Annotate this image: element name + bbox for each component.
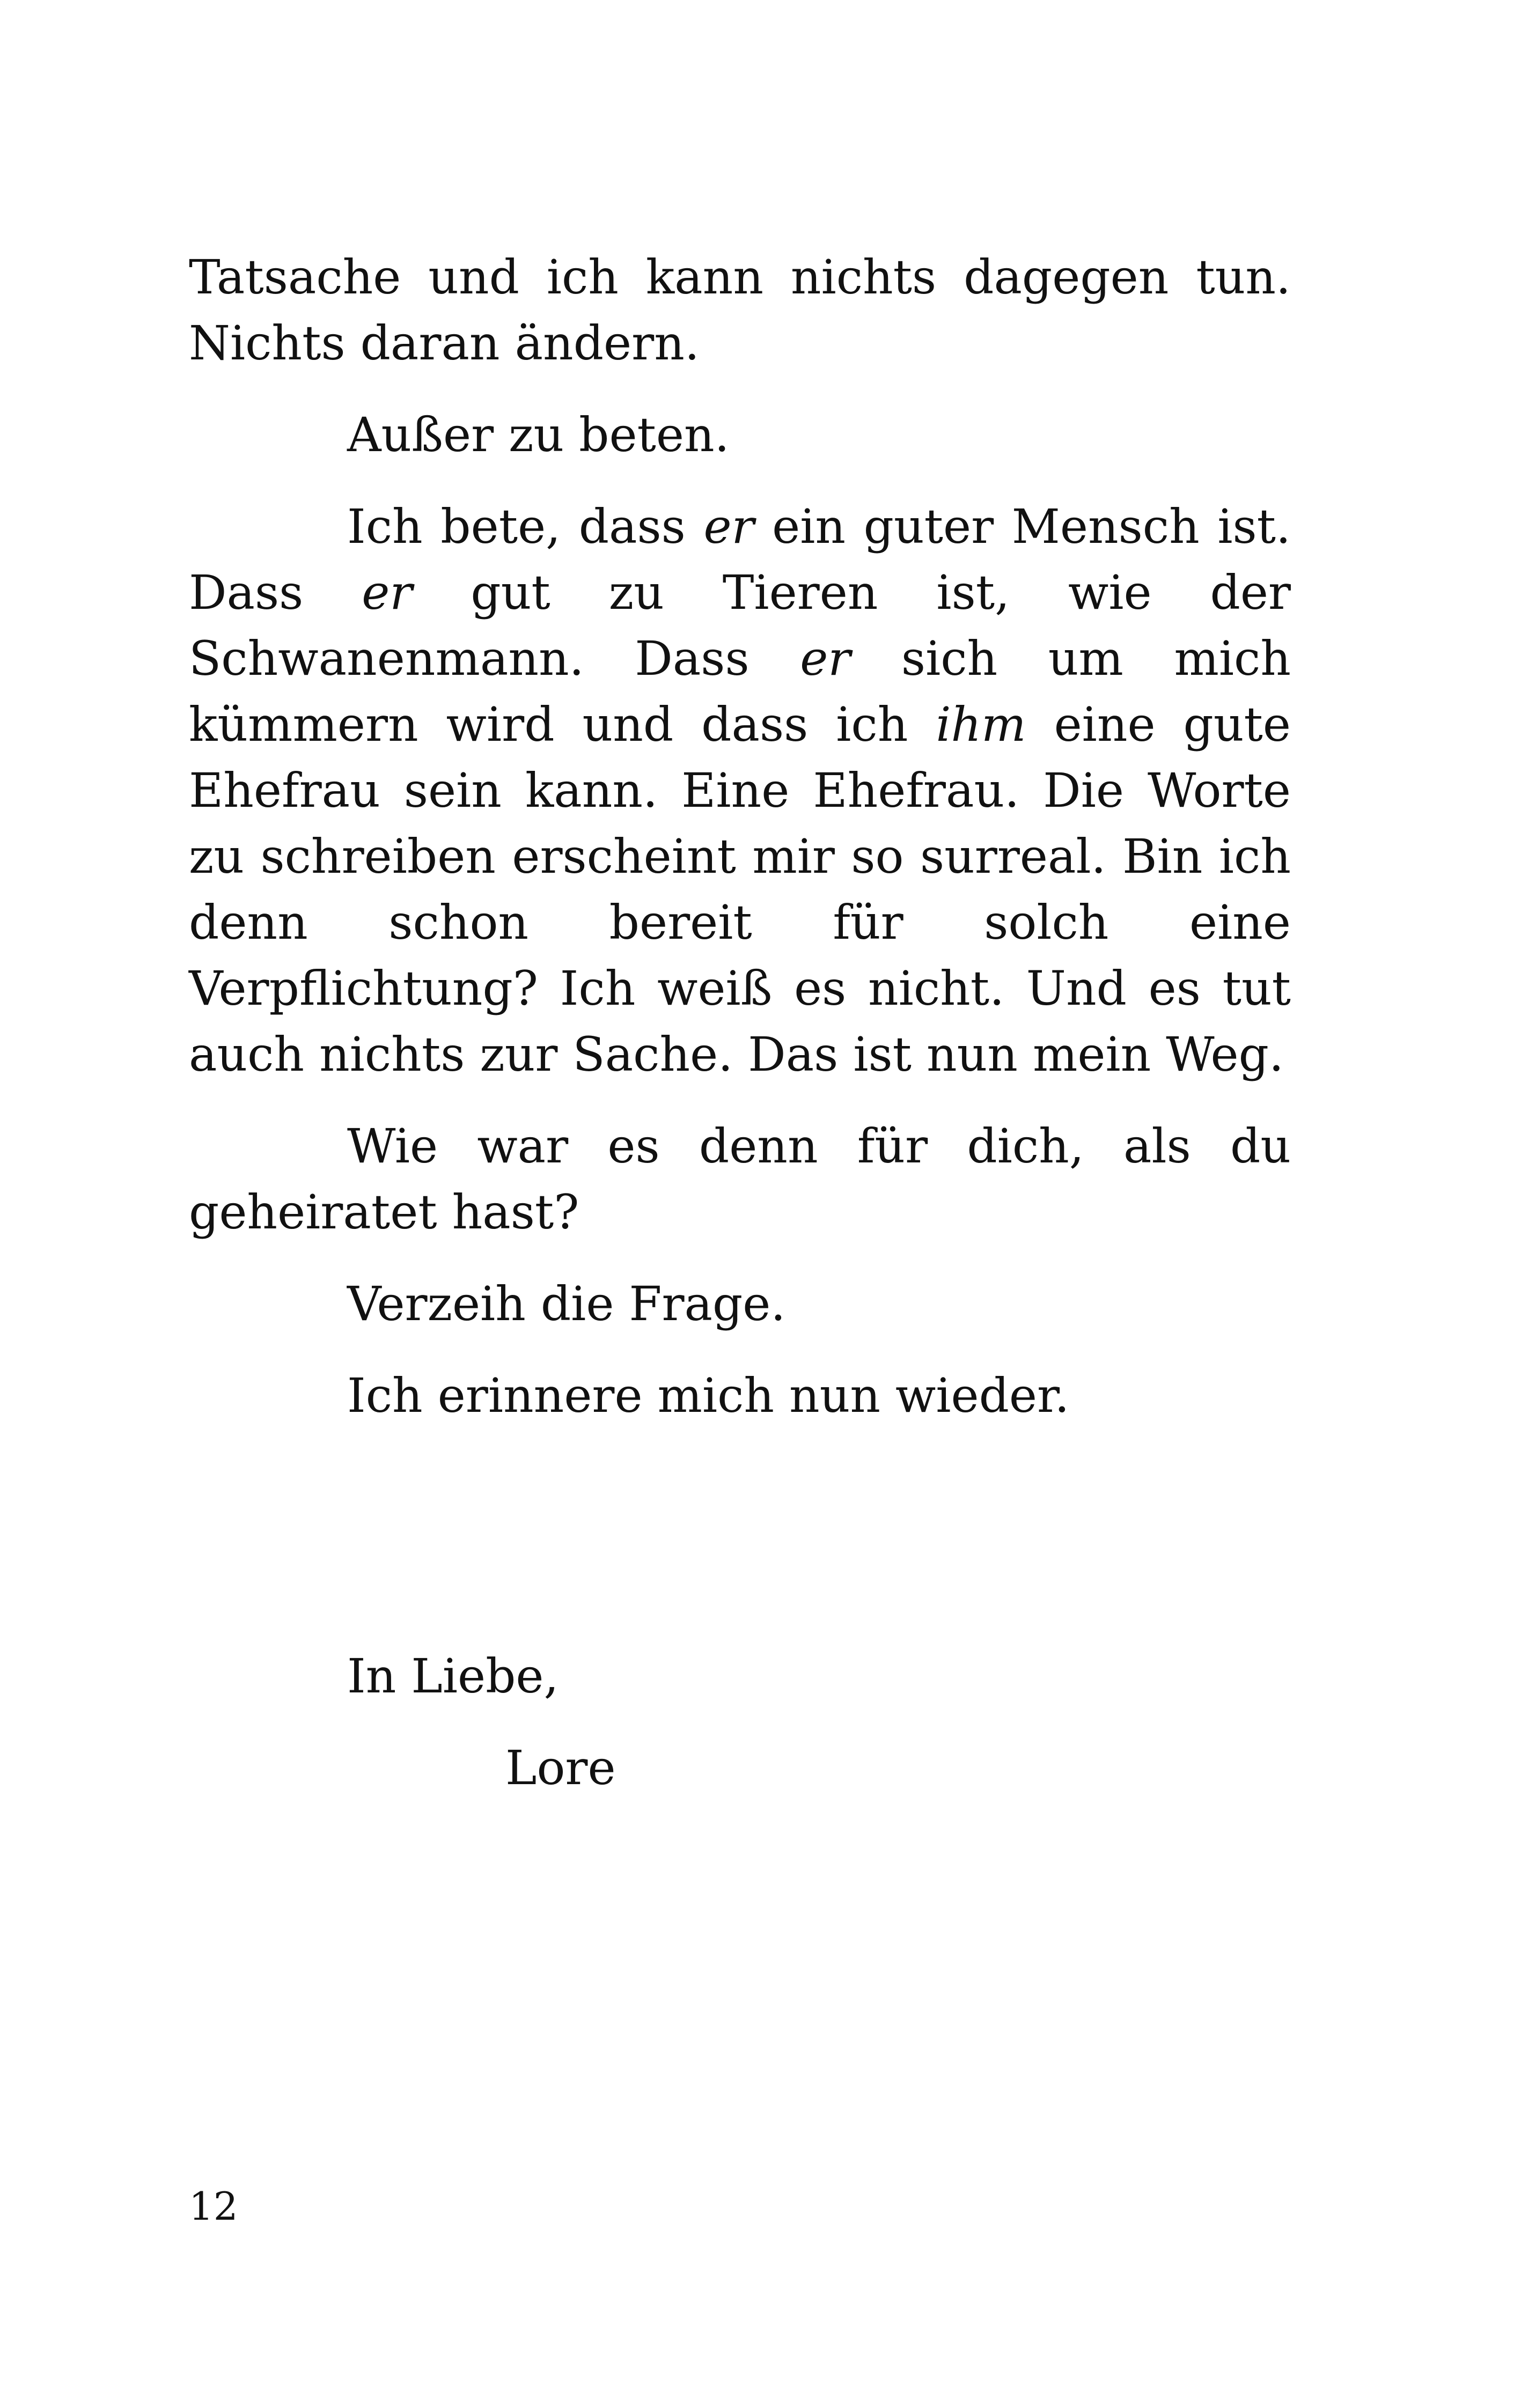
paragraph-3-emphasis-4: ihm xyxy=(936,697,1026,752)
paragraph-2: Außer zu beten. xyxy=(347,407,730,462)
paragraph-4: Wie war es denn für dich, als du geheiratet hast? xyxy=(189,1118,1291,1240)
paragraph-3-text-5: eine gute Ehefrau sein kann. Eine Ehefrau. Die Worte zu schreiben erscheint mir so surreal. Bin ich denn schon bereit für solch eine Verpflichtung? Ich weiß es nicht. Und es tut auch nichts zur Sache. Das ist nun mein Weg. xyxy=(189,697,1291,1082)
paragraph-3-emphasis-1: er xyxy=(703,499,754,554)
paragraph-3-emphasis-3: er xyxy=(800,631,851,686)
paragraph-3-text-4: sich um mich kümmern wird und dass ich xyxy=(189,631,1291,752)
body-text xyxy=(189,244,1291,1801)
paragraph-3-text-2: ein guter Mensch ist. Dass xyxy=(189,499,1291,620)
paragraph-6: Ich erinnere mich nun wieder. xyxy=(347,1368,1070,1423)
paragraph-3-text-3: gut zu Tieren ist, wie der Schwanenmann. Dass xyxy=(189,565,1291,686)
page-number: 12 xyxy=(189,2184,238,2229)
paragraph-3-text-1: Ich bete, dass xyxy=(347,499,704,554)
paragraph-5: Verzeih die Frage. xyxy=(347,1276,786,1331)
letter-signature: Lore xyxy=(505,1740,616,1795)
letter-closing: In Liebe, xyxy=(347,1648,559,1704)
paragraph-1: Tatsache und ich kann nichts dagegen tun. Nichts daran ändern. xyxy=(189,249,1291,371)
paragraph-3 xyxy=(189,494,1291,1087)
paragraph-3-emphasis-2: er xyxy=(362,565,413,620)
